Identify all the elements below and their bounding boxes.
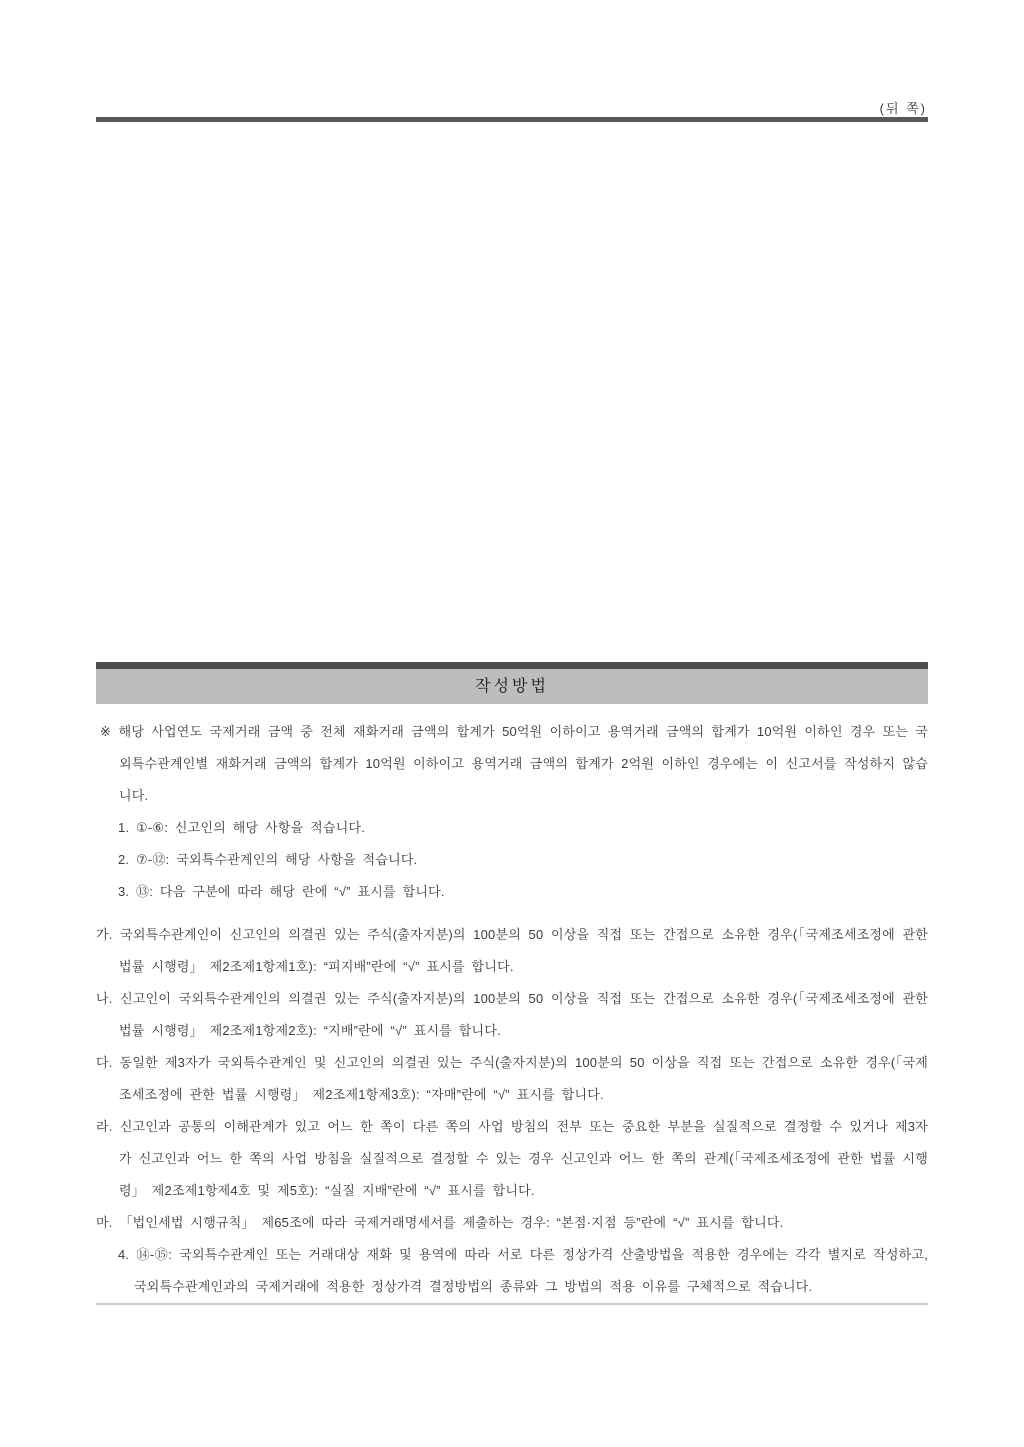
sub-item-na [96, 983, 928, 1047]
item-label: 1. ①-⑥: [118, 820, 169, 835]
sub-item-da [96, 1047, 928, 1111]
section-title: 작성방법 [475, 678, 549, 695]
sub-item-text: 동일한 제3자가 국외특수관계인 및 신고인의 의결권 있는 주식(출자지분)의 100분의 50 이상을 직접 또는 간접으로 소유한 경우(「국제조세조정에 관한 법률 시행령」 제2조제1항제3호): “자매”란에 “√” 표시를 합니다. [119, 1055, 928, 1102]
bottom-divider-rule [96, 1303, 928, 1305]
sub-item-text: 「법인세법 시행규칙」 제65조에 따라 국제거래명세서를 제출하는 경우: “본점·지점 등”란에 “√” 표시를 합니다. [119, 1215, 784, 1230]
sub-item-text: 신고인과 공통의 이해관계가 있고 어느 한 쪽이 다른 쪽의 사업 방침의 전부 또는 중요한 부분을 실질적으로 결정할 수 있거나 제3자가 신고인과 어느 한 쪽의 사업 방침을 실질적으로 결정할 수 있는 경우 신고인과 어느 한 쪽의 관계(「국제조세조정에 관한 법률 시행령」 제2조제1항제4호 및 제5호): “실질 지배”란에 “√” 표시를 합니다. [119, 1119, 928, 1198]
instruction-item-4 [96, 1239, 928, 1303]
sub-item-ra [96, 1111, 928, 1207]
sub-item-ma [96, 1207, 928, 1239]
instruction-item-3 [96, 876, 928, 908]
item-text: 신고인의 해당 사항을 적습니다. [174, 820, 366, 835]
sub-item-label: 나. [96, 991, 113, 1006]
item-text: 국외특수관계인 또는 거래대상 재화 및 용역에 따라 서로 다른 정상가격 산출방법을 적용한 경우에는 각각 별지로 작성하고, 국외특수관계인과의 국제거래에 적용한 정상가격 결정방법의 종류와 그 방법의 적용 이유를 구체적으로 적습니다. [134, 1247, 929, 1294]
sub-item-text: 국외특수관계인이 신고인의 의결권 있는 주식(출자지분)의 100분의 50 이상을 직접 또는 간접으로 소유한 경우(「국제조세조정에 관한 법률 시행령」 제2조제1항제1호): “피지배”란에 “√” 표시를 합니다. [119, 927, 928, 974]
sub-item-label: 마. [96, 1215, 113, 1230]
back-side-label: (뒤 쪽) [879, 101, 927, 116]
sub-item-label: 라. [96, 1119, 113, 1134]
sub-item-text: 신고인이 국외특수관계인의 의결권 있는 주식(출자지분)의 100분의 50 이상을 직접 또는 간접으로 소유한 경우(「국제조세조정에 관한 법률 시행령」 제2조제1항제2호): “지배”란에 “√” 표시를 합니다. [119, 991, 928, 1038]
item-text: 국외특수관계인의 해당 사항을 적습니다. [176, 852, 418, 867]
item-label: 4. ⑭-⑮: [118, 1247, 173, 1262]
top-divider-rule [96, 117, 928, 122]
section-header [96, 662, 928, 704]
sub-item-ga [96, 919, 928, 983]
instruction-item-2 [96, 844, 928, 876]
instructions-body [96, 716, 928, 1303]
sub-item-label: 다. [96, 1055, 113, 1070]
threshold-note: ※ 해당 사업연도 국제거래 금액 중 전체 재화거래 금액의 합계가 50억원 이하이고 용역거래 금액의 합계가 10억원 이하인 경우 또는 국외특수관계인별 재화거래 금액의 합계가 10억원 이하이고 용역거래 금액의 합계가 2억원 이하인 경우에는 이 신고서를 작성하지 않습니다. [100, 724, 928, 803]
item-label: 2. ⑦-⑫: [118, 852, 170, 867]
sub-item-label: 가. [96, 927, 113, 942]
item-label: 3. ⑬: [118, 884, 154, 899]
instruction-item-1 [96, 812, 928, 844]
instruction-item-3-subitems [96, 919, 928, 1239]
item-text: 다음 구분에 따라 해당 란에 “√” 표시를 합니다. [159, 884, 445, 899]
